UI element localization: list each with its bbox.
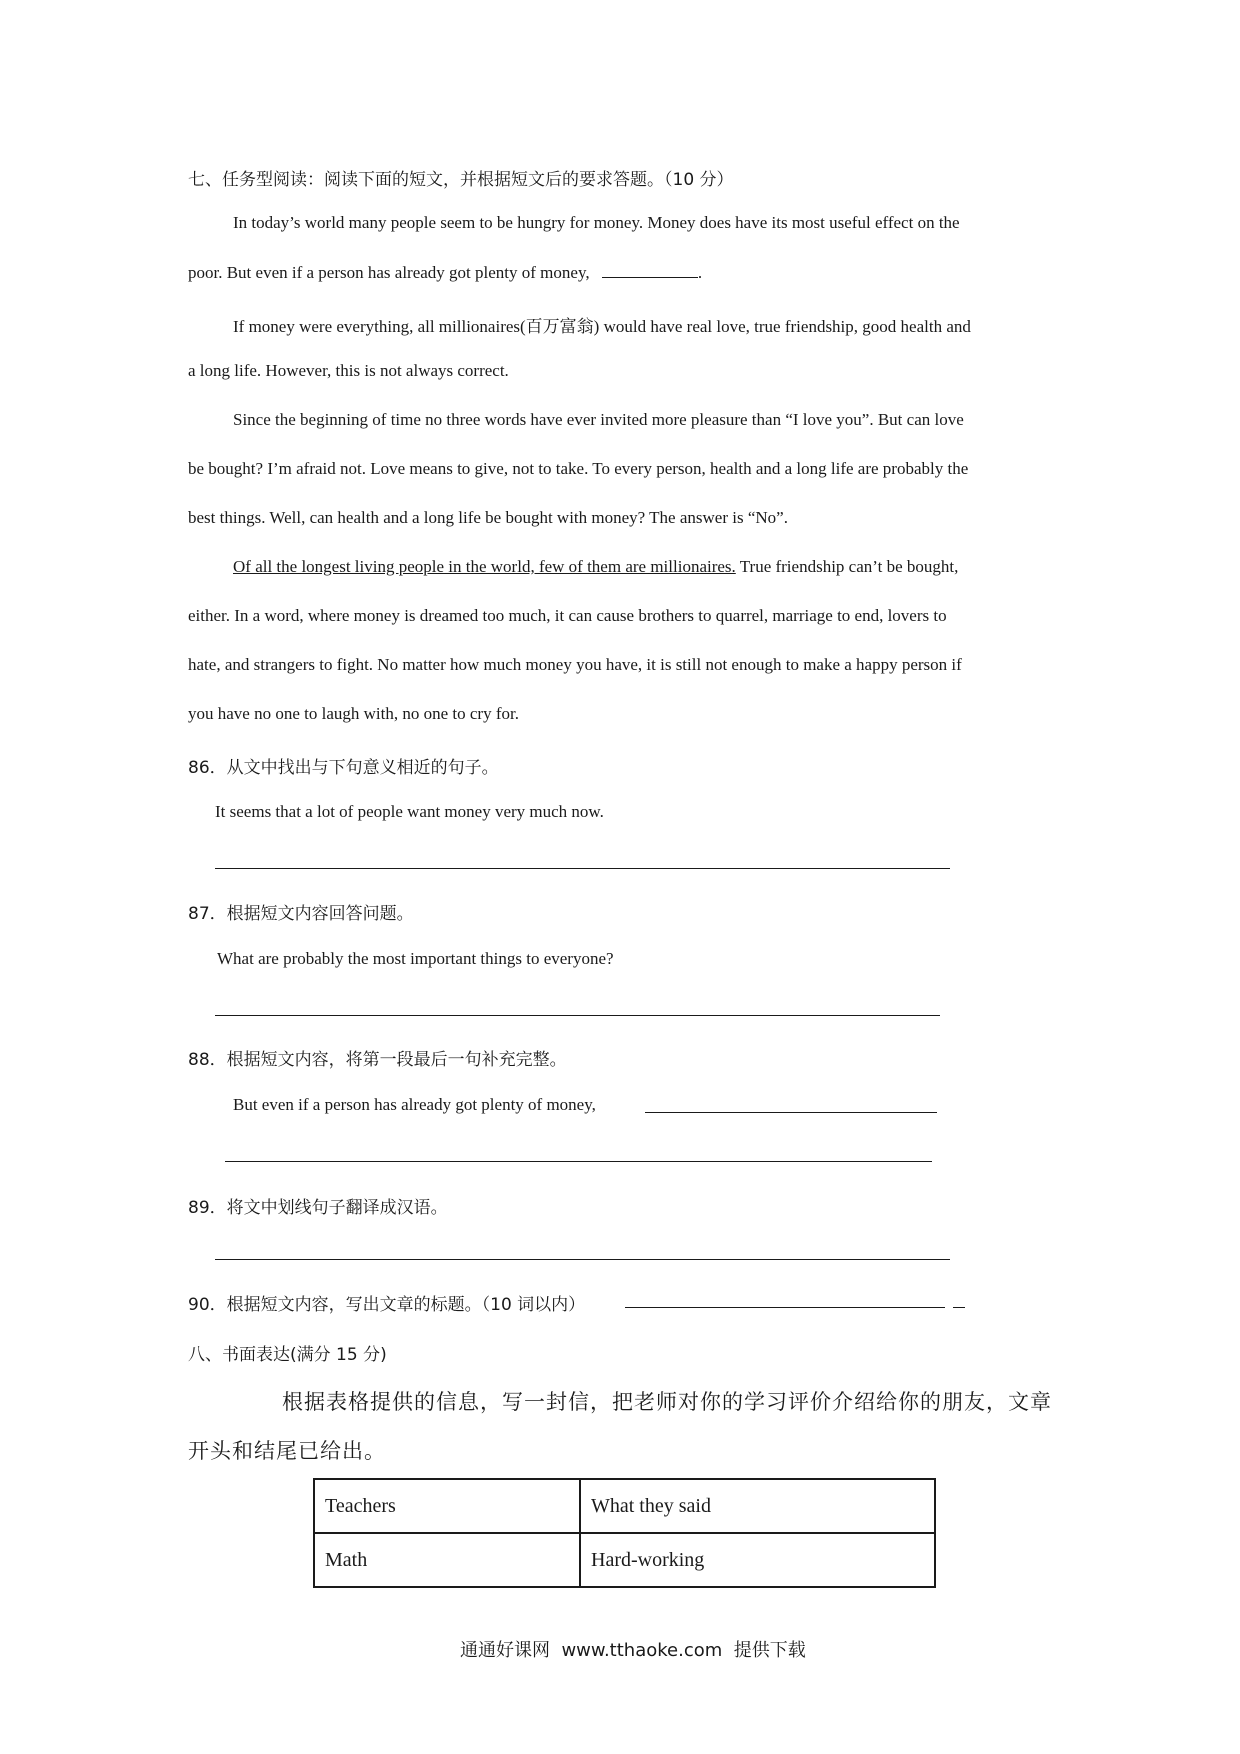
- q89-answer-line[interactable]: [215, 1259, 950, 1260]
- q90-answer-line[interactable]: [625, 1307, 945, 1308]
- passage-p1-line2-text: poor. But even if a person has already got plenty of money,: [188, 263, 590, 282]
- blank-p1: [602, 263, 698, 278]
- q90-prompt: 90．根据短文内容，写出文章的标题。（10 词以内）: [188, 1295, 586, 1315]
- passage-p4-line4: you have no one to laugh with, no one to cry for.: [188, 704, 519, 723]
- passage-p1-line1: In today’s world many people seem to be hungry for money. Money does have its most useful effect on the: [233, 213, 960, 232]
- q86-prompt: 86．从文中找出与下句意义相近的句子。: [188, 758, 499, 778]
- q88-sentence: But even if a person has already got plenty of money,: [233, 1095, 596, 1114]
- q89-prompt: 89．将文中划线句子翻译成汉语。: [188, 1198, 448, 1218]
- passage-p1-line2: [188, 263, 702, 283]
- table-row: [314, 1479, 935, 1533]
- passage-p3-line2: be bought? I’m afraid not. Love means to give, not to take. To every person, health and a long life are probably the: [188, 459, 969, 478]
- teacher-evaluation-table: [313, 1478, 936, 1588]
- passage-p3-line1: Since the beginning of time no three words have ever invited more pleasure than “I love you”. But can love: [233, 410, 964, 429]
- passage-p1-line2-end: .: [697, 263, 703, 282]
- footer-text: 通通好课网 www.tthaoke.com 提供下载: [460, 1640, 806, 1661]
- passage-p2-line2: a long life. However, this is not always correct.: [188, 361, 509, 380]
- passage-p4-line1-rest: True friendship can’t be bought,: [735, 557, 959, 576]
- section8-instruction-line1: 根据表格提供的信息，写一封信，把老师对你的学习评价介绍给你的朋友，文章: [282, 1390, 1052, 1414]
- passage-p4-line2: either. In a word, where money is dreamed too much, it can cause brothers to quarrel, marriage to end, lovers to: [188, 606, 947, 625]
- table-cell: What they said: [580, 1479, 935, 1533]
- section7-title: 七、任务型阅读：阅读下面的短文，并根据短文后的要求答题。（10 分）: [188, 170, 734, 190]
- q88-answer-line-1[interactable]: [645, 1112, 937, 1113]
- section8-instruction-line2: 开头和结尾已给出。: [188, 1439, 386, 1463]
- q88-prompt: 88．根据短文内容，将第一段最后一句补充完整。: [188, 1050, 567, 1070]
- underlined-sentence: Of all the longest living people in the world, few of them are millionaires.: [233, 557, 736, 576]
- passage-p4-line1: [233, 557, 958, 577]
- table-cell: Hard-working: [580, 1533, 935, 1587]
- q87-sentence: What are probably the most important things to everyone?: [217, 949, 614, 968]
- table-cell: Teachers: [314, 1479, 580, 1533]
- q86-sentence: It seems that a lot of people want money very much now.: [215, 802, 604, 821]
- q87-prompt: 87．根据短文内容回答问题。: [188, 904, 414, 924]
- table-cell: Math: [314, 1533, 580, 1587]
- passage-p3-line3: best things. Well, can health and a long life be bought with money? The answer is “No”.: [188, 508, 788, 527]
- q86-answer-line[interactable]: [215, 868, 950, 869]
- table-row: [314, 1533, 935, 1587]
- q87-answer-line[interactable]: [215, 1015, 940, 1016]
- section8-title: 八、书面表达(满分 15 分): [188, 1345, 387, 1365]
- passage-p2-line1: If money were everything, all millionaires(百万富翁) would have real love, true friendship, good health and: [233, 317, 971, 336]
- q90-answer-line-tail: [953, 1307, 965, 1308]
- q88-answer-line-2[interactable]: [225, 1161, 932, 1162]
- passage-p4-line3: hate, and strangers to fight. No matter how much money you have, it is still not enough to make a happy person if: [188, 655, 962, 674]
